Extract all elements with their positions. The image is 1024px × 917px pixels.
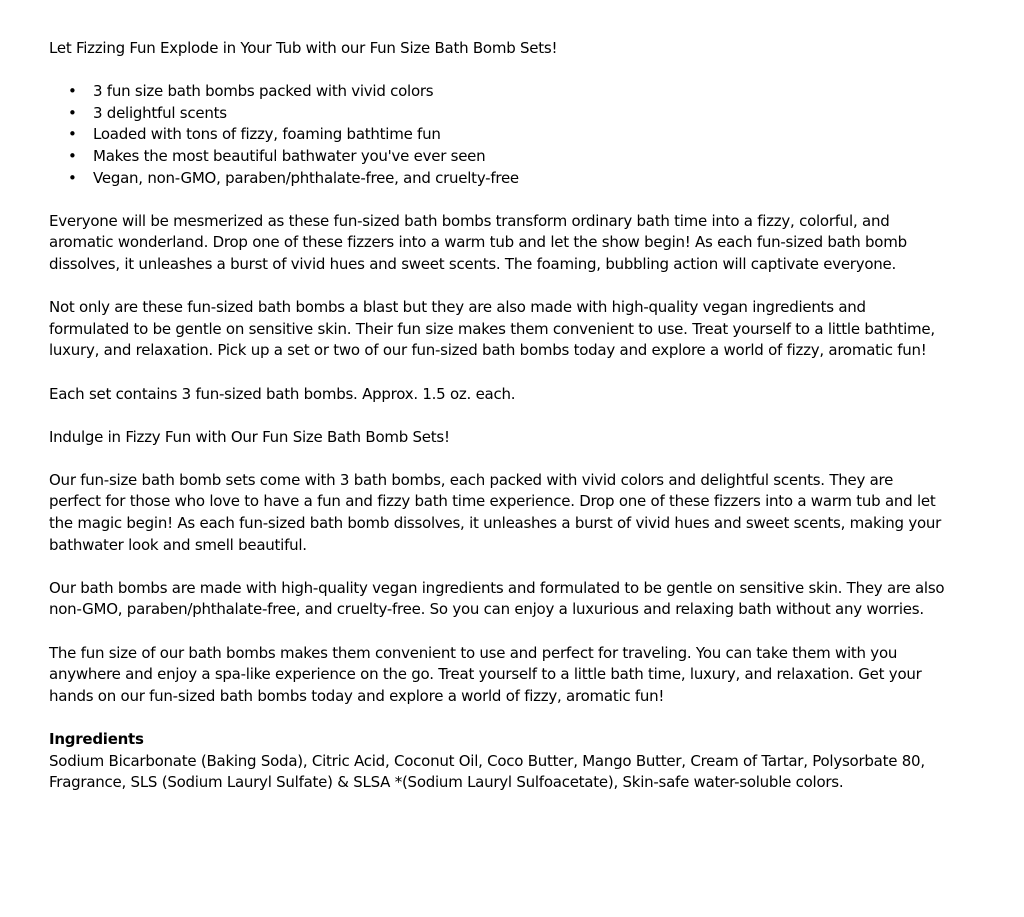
- subheadline: Indulge in Fizzy Fun with Our Fun Size Bath Bomb Sets!: [49, 427, 450, 446]
- ingredients-heading: Ingredients: [49, 730, 144, 748]
- list-item: [49, 146, 949, 168]
- paragraph-5: Our bath bombs are made with high-quality vegan ingredients and formulated to be gentle on sensitive skin. They are also non-GMO, paraben/phthalate-free, and cruelty-free. So you can enjoy a luxurious and relaxing bath without any worries.: [49, 578, 945, 619]
- paragraph-4: Our fun-size bath bomb sets come with 3 bath bombs, each packed with vivid colors and delightful scents. They are perfect for those who love to have a fun and fizzy bath time experience. Drop one of these fizzers into a warm tub and let the magic begin! As each fun-sized bath bomb dissolves, it unleashes a burst of vivid hues and sweet scents, making your bathwater look and smell beautiful.: [49, 470, 942, 554]
- paragraph-3: Each set contains 3 fun-sized bath bombs. Approx. 1.5 oz. each.: [49, 384, 516, 403]
- paragraph-6: The fun size of our bath bombs makes them convenient to use and perfect for traveling. You can take them with you anywhere and enjoy a spa-like experience on the go. Treat yourself to a little bath time, luxury, and relaxation. Get your hands on our fun-sized bath bombs today and explore a world of fizzy, aromatic fun!: [49, 643, 922, 705]
- bullet-icon: •: [68, 82, 77, 101]
- feature-list: [49, 81, 949, 189]
- document-body: [49, 38, 949, 794]
- list-item: [49, 103, 949, 125]
- list-item: [49, 124, 949, 146]
- bullet-icon: •: [68, 103, 77, 122]
- ingredients-text: Sodium Bicarbonate (Baking Soda), Citric Acid, Coconut Oil, Coco Butter, Mango Butter, Cream of Tartar, Polysorbate 80, Fragrance, SLS (Sodium Lauryl Sulfate) & SLSA *(Sodium Lauryl Sulfoacetate), Skin-safe water-soluble colors.: [49, 751, 925, 792]
- bullet-icon: •: [68, 125, 77, 144]
- list-item-text: Loaded with tons of fizzy, foaming bathtime fun: [93, 125, 441, 144]
- bullet-icon: •: [68, 168, 77, 187]
- list-item-text: 3 fun size bath bombs packed with vivid colors: [93, 82, 434, 101]
- paragraph-2: Not only are these fun-sized bath bombs a blast but they are also made with high-quality vegan ingredients and formulated to be gentle on sensitive skin. Their fun size makes them convenient to use. Treat yourself to a little bathtime, luxury, and relaxation. Pick up a set or two of our fun-sized bath bombs today and explore a world of fizzy, aromatic fun!: [49, 298, 935, 360]
- list-item-text: 3 delightful scents: [93, 103, 227, 122]
- headline: Let Fizzing Fun Explode in Your Tub with our Fun Size Bath Bomb Sets!: [49, 39, 558, 57]
- paragraph-1: Everyone will be mesmerized as these fun-sized bath bombs transform ordinary bath time into a fizzy, colorful, and aromatic wonderland. Drop one of these fizzers into a warm tub and let the show begin! As each fun-sized bath bomb dissolves, it unleashes a burst of vivid hues and sweet scents. The foaming, bubbling action will captivate everyone.: [49, 211, 907, 273]
- list-item: [49, 81, 949, 103]
- list-item-text: Vegan, non-GMO, paraben/phthalate-free, and cruelty-free: [93, 168, 519, 187]
- list-item: [49, 168, 949, 190]
- list-item-text: Makes the most beautiful bathwater you've ever seen: [93, 146, 486, 165]
- bullet-icon: •: [68, 146, 77, 165]
